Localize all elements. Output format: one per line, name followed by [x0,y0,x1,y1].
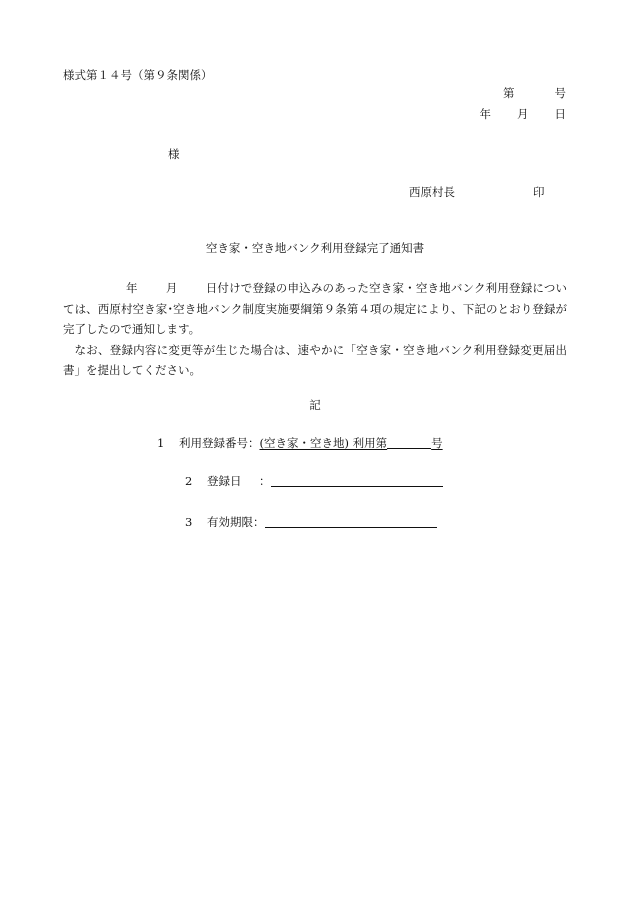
number-prefix: 第 [503,86,515,100]
registration-number-blank [387,436,431,449]
document-date-line [480,106,567,122]
item-registration-date [185,473,443,489]
date-day: 日 [554,107,566,121]
body-month: 月 [165,281,178,295]
body-year: 年 [126,281,138,295]
document-title: 空き家・空き地バンク利用登録完了通知書 [205,241,425,255]
item-label: 登録日 [207,474,242,488]
registration-number-field [260,436,443,450]
registration-number-suffix: 号 [431,436,443,450]
item-number: 1 [157,436,165,450]
number-suffix: 号 [554,86,566,100]
item-number: 2 [185,474,193,488]
issuer-block [409,184,545,200]
body-paragraph-1 [63,278,567,340]
item-label: 利用登録番号： [179,436,260,450]
form-number-label: 様式第１４号（第９条関係） [63,68,213,82]
expiry-date-blank [265,515,437,528]
seal-mark: 印 [533,185,545,199]
registration-number-prefix: (空き家・空き地) 利用第 [259,436,388,450]
ki-heading: 記 [309,398,321,412]
date-month: 月 [517,107,529,121]
body-text [63,278,567,381]
registration-date-blank [271,474,443,487]
body-paragraph-2: なお、登録内容に変更等が生じた場合は、速やかに「空き家・空き地バンク利用登録変更届出書」を提出してください。 [63,342,567,377]
addressee: 様 [168,147,180,161]
date-year: 年 [479,107,491,121]
item-registration-number [157,435,443,451]
item-colon: ： [259,474,271,488]
item-number: 3 [185,515,193,529]
item-label: 有効期限： [207,515,265,529]
issuer-name: 西原村長 [409,185,455,199]
item-expiry-date [185,514,437,530]
body-paragraph-1-text: 日付けで登録の申込みのあった空き家・空き地バンク利用登録については、西原村空き家･空き地バンク制度実施要綱第９条第４項の規定により、下記のとおり登録が完了したので通知します。 [63,281,568,336]
document-number-line [503,85,566,101]
